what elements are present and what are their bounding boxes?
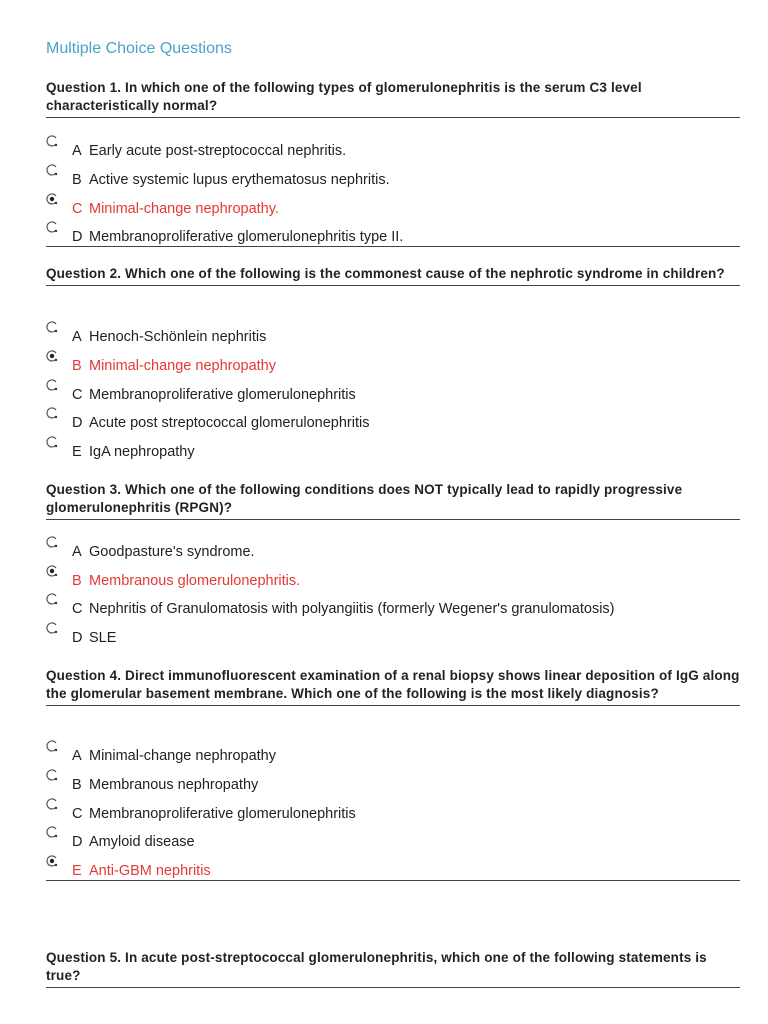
option-text: Anti-GBM nephritis <box>89 863 211 879</box>
radio-selected-icon[interactable] <box>46 565 58 577</box>
option-letter: B <box>72 777 82 793</box>
radio-icon[interactable] <box>46 221 58 233</box>
radio-icon[interactable] <box>46 826 58 838</box>
option-letter: C <box>72 201 83 217</box>
question-1-divider <box>46 246 740 247</box>
question-1-text: Question 1. In which one of the following types of glomerulonephritis is the serum C3 level characteristically normal? <box>46 79 740 118</box>
option-text: Membranoproliferative glomerulonephritis type II. <box>89 229 404 245</box>
radio-icon[interactable] <box>46 164 58 176</box>
option-text: Amyloid disease <box>89 834 195 850</box>
radio-selected-icon[interactable] <box>46 855 58 867</box>
option-letter: A <box>72 748 82 764</box>
option-text: IgA nephropathy <box>89 444 195 460</box>
option-text: Minimal-change nephropathy <box>89 748 276 764</box>
question-4 <box>46 667 740 706</box>
radio-icon[interactable] <box>46 379 58 391</box>
question-2-text: Question 2. Which one of the following is the commonest cause of the nephrotic syndrome in children? <box>46 265 740 286</box>
radio-icon[interactable] <box>46 593 58 605</box>
option-letter: D <box>72 834 83 850</box>
option-text: Membranous glomerulonephritis. <box>89 573 301 589</box>
option-letter: B <box>72 573 82 589</box>
option-letter: D <box>72 415 83 431</box>
radio-icon[interactable] <box>46 622 58 634</box>
option-text: Membranous nephropathy <box>89 777 259 793</box>
page-heading: Multiple Choice Questions <box>46 40 232 57</box>
radio-selected-icon[interactable] <box>46 350 58 362</box>
option-text: Nephritis of Granulomatosis with polyangiitis (formerly Wegener's granulomatosis) <box>89 601 615 617</box>
question-3 <box>46 481 740 520</box>
option-letter: C <box>72 601 83 617</box>
question-1 <box>46 79 740 118</box>
question-2 <box>46 265 740 286</box>
question-3-text: Question 3. Which one of the following conditions does NOT typically lead to rapidly progressive glomerulonephritis (RPGN)? <box>46 481 740 520</box>
option-text: SLE <box>89 630 117 646</box>
option-letter: D <box>72 229 83 245</box>
radio-icon[interactable] <box>46 321 58 333</box>
radio-icon[interactable] <box>46 135 58 147</box>
option-letter: C <box>72 387 83 403</box>
radio-icon[interactable] <box>46 407 58 419</box>
option-text: Active systemic lupus erythematosus nephritis. <box>89 172 390 188</box>
option-text: Acute post streptococcal glomerulonephritis <box>89 415 370 431</box>
option-letter: E <box>72 444 82 460</box>
question-4-divider <box>46 880 740 881</box>
option-text: Membranoproliferative glomerulonephritis <box>89 806 356 822</box>
option-letter: E <box>72 863 82 879</box>
option-text: Membranoproliferative glomerulonephritis <box>89 387 356 403</box>
radio-selected-icon[interactable] <box>46 193 58 205</box>
option-letter: A <box>72 544 82 560</box>
option-text: Henoch-Schönlein nephritis <box>89 329 267 345</box>
option-text: Goodpasture's syndrome. <box>89 544 255 560</box>
radio-icon[interactable] <box>46 798 58 810</box>
option-letter: D <box>72 630 83 646</box>
option-letter: A <box>72 143 82 159</box>
radio-icon[interactable] <box>46 769 58 781</box>
option-letter: B <box>72 358 82 374</box>
radio-icon[interactable] <box>46 740 58 752</box>
option-text: Early acute post-streptococcal nephritis. <box>89 143 347 159</box>
radio-icon[interactable] <box>46 436 58 448</box>
question-4-text: Question 4. Direct immunofluorescent examination of a renal biopsy shows linear deposition of IgG along the glomerular basement membrane. Which one of the following is the most likely diagnosis? <box>46 667 740 706</box>
option-text: Minimal-change nephropathy. <box>89 201 279 217</box>
option-text: Minimal-change nephropathy <box>89 358 276 374</box>
question-5-text: Question 5. In acute post-streptococcal glomerulonephritis, which one of the following statements is true? <box>46 949 740 988</box>
radio-icon[interactable] <box>46 536 58 548</box>
question-5 <box>46 949 740 988</box>
option-letter: A <box>72 329 82 345</box>
option-letter: B <box>72 172 82 188</box>
option-letter: C <box>72 806 83 822</box>
